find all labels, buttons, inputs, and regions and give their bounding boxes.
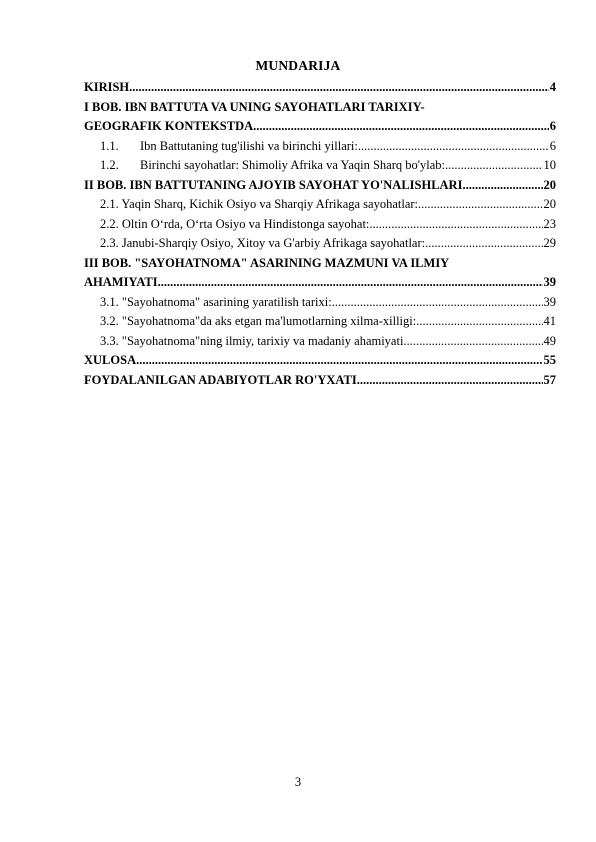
- toc-entry-page: 39: [543, 294, 556, 309]
- dot-leader: [332, 293, 543, 313]
- toc-entry-page: 20: [543, 197, 556, 211]
- toc-entry-label: Ibn Battutaning tug'ilishi va birinchi yillari:: [140, 138, 358, 153]
- toc-entry-page: 23: [543, 216, 556, 231]
- dot-leader: [418, 195, 542, 215]
- toc-entry-page: 57: [543, 372, 556, 387]
- toc-entry-label: FOYDALANILGAN ADABIYOTLAR RO'YXATI: [84, 372, 357, 387]
- toc-entry-label: 3.3. "Sayohatnoma"ning ilmiy, tarixiy va madaniy ahamiyati: [100, 333, 404, 348]
- page-number: 3: [294, 775, 302, 789]
- toc-entry-number: 1.2.: [100, 158, 119, 172]
- toc-entry-2-3[interactable]: [84, 234, 556, 254]
- toc-entry-bob1[interactable]: [84, 98, 556, 137]
- toc-entry-label: Birinchi sayohatlar: Shimoliy Afrika va Yaqin Sharq bo'ylab:: [140, 158, 445, 172]
- toc-entry-bob3[interactable]: [84, 254, 556, 293]
- dot-leader: [403, 332, 542, 352]
- dot-leader: [358, 137, 549, 157]
- toc-entry-label: 2.1. Yaqin Sharq, Kichik Osiyo va Sharqiy Afrikaga sayohatlar:: [100, 197, 419, 211]
- toc-entry-bob2[interactable]: [84, 176, 556, 196]
- toc-entry-2-1[interactable]: [84, 195, 556, 215]
- dot-leader: [158, 273, 543, 293]
- toc-entry-page: 6: [549, 138, 556, 153]
- dot-leader: [129, 78, 549, 98]
- toc-entry-number: 1.1.: [100, 138, 119, 153]
- toc-entry-page: 49: [543, 333, 556, 348]
- toc-entry-label-continued: GEOGRAFIK KONTEKSTDA: [84, 119, 254, 133]
- table-of-contents: [84, 78, 556, 390]
- page-title: MUNDARIJA: [255, 58, 341, 73]
- toc-entry-3-1[interactable]: [84, 293, 556, 313]
- toc-entry-label: 3.2. "Sayohatnoma"da aks etgan ma'lumotlarning xilma-xilligi:: [100, 314, 417, 328]
- dot-leader: [425, 234, 542, 254]
- toc-entry-page: 41: [543, 314, 556, 328]
- toc-entry-page: 55: [543, 353, 556, 367]
- toc-entry-label: III BOB. "SAYOHATNOMA" ASARINING MAZMUNI VA ILMIY: [84, 255, 450, 270]
- dot-leader: [357, 371, 543, 391]
- toc-entry-adabiyotlar[interactable]: [84, 371, 556, 391]
- toc-entry-page: 20: [543, 177, 556, 192]
- toc-entry-xulosa[interactable]: [84, 351, 556, 371]
- toc-entry-label: XULOSA: [84, 353, 137, 367]
- toc-entry-label: I BOB. IBN BATTUTA VA UNING SAYOHATLARI TARIXIY-: [84, 99, 425, 114]
- toc-entry-2-2[interactable]: [84, 215, 556, 235]
- toc-entry-page: 29: [543, 236, 556, 250]
- toc-entry-kirish[interactable]: [84, 78, 556, 98]
- toc-entry-page: 4: [549, 80, 556, 94]
- dot-leader: [136, 351, 542, 371]
- toc-entry-3-2[interactable]: [84, 312, 556, 332]
- toc-entry-page: 10: [543, 158, 556, 172]
- toc-entry-1-1[interactable]: [84, 137, 556, 157]
- dot-leader: [253, 117, 549, 137]
- toc-entry-page: 6: [549, 119, 556, 133]
- dot-leader: [445, 156, 543, 176]
- dot-leader: [416, 312, 542, 332]
- dot-leader: [462, 176, 542, 196]
- toc-entry-label-continued: AHAMIYATI: [84, 275, 158, 289]
- toc-entry-1-2[interactable]: [84, 156, 556, 176]
- toc-entry-page: 39: [543, 275, 556, 289]
- toc-entry-label: II BOB. IBN BATTUTANING AJOYIB SAYOHAT YO'NALISHLARI: [84, 177, 463, 192]
- dot-leader: [369, 215, 542, 235]
- toc-entry-label: 2.2. Oltin O‘rda, O‘rta Osiyo va Hindistonga sayohat:: [100, 216, 370, 231]
- toc-entry-label: KIRISH: [84, 80, 130, 94]
- toc-entry-label: 2.3. Janubi-Sharqiy Osiyo, Xitoy va G'arbiy Afrikaga sayohatlar:: [100, 236, 426, 250]
- toc-entry-3-3[interactable]: [84, 332, 556, 352]
- toc-entry-label: 3.1. "Sayohatnoma" asarining yaratilish tarixi:: [100, 294, 332, 309]
